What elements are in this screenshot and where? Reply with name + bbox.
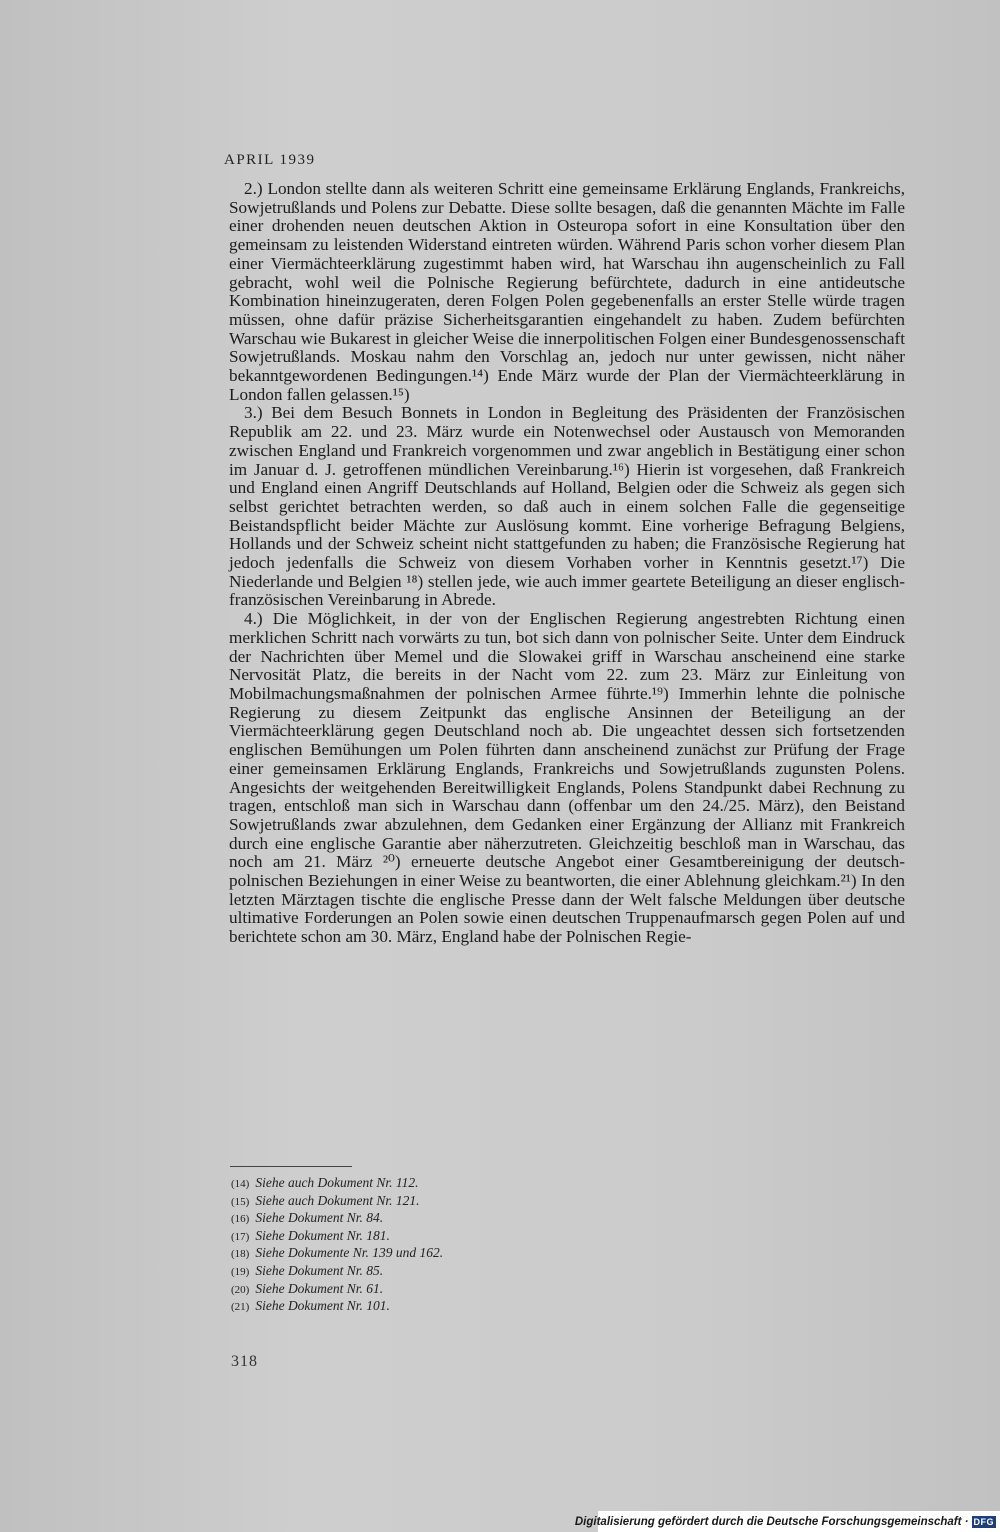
footnotes-list [231, 1175, 443, 1316]
footnote-number: (14) [231, 1178, 250, 1190]
footnote-number: (15) [231, 1195, 250, 1208]
footnote-number: (16) [231, 1213, 250, 1226]
paragraph: 2.) London stellte dann als weiteren Schritt eine gemeinsame Erklärung Englands, Frankreichs, Sowjetrußlands und Polens zur Debatte. Diese sollte besagen, daß die genannten Mächte im Falle einer drohenden neuen deutschen Aktion in Osteuropa sofort in eine Konsultation über den gemeinsam zu leistenden Widerstand eintreten würden. Während Paris schon vorher diesem Plan einer Viermächteerklärung zugestimmt haben wird, hat Warschau ihn augenscheinlich zu Fall gebracht, wohl weil die Polnische Regierung befürchtete, dadurch in eine antideutsche Kombination hineinzugeraten, deren Folgen Polen gegebenenfalls an erster Stelle würde tragen müssen, ohne dafür präzise Sicherheitsgarantien eingehandelt zu haben. Zudem befürchten Warschau wie Bukarest in gleicher Weise die innerpolitischen Folgen einer Bundesgenossenschaft Sowjetrußlands. Moskau nahm den Vorschlag an, jedoch nur unter gewissen, nicht näher bekanntgewordenen Bedingungen.¹⁴) Ende März wurde der Plan der Viermächteerklärung in London fallen gelassen.¹⁵) [229, 179, 905, 404]
footnote [231, 1228, 443, 1246]
running-head: APRIL 1939 [224, 152, 316, 168]
footnote-text: Siehe Dokument Nr. 85. [255, 1262, 384, 1278]
footnote-number: (19) [231, 1265, 250, 1278]
footnote [231, 1298, 443, 1316]
footnote [231, 1175, 443, 1193]
paragraph: 3.) Bei dem Besuch Bonnets in London in Begleitung des Präsidenten der Französischen Republik am 22. und 23. März wurde ein Notenwechsel oder Austausch von Memoranden zwischen England und Frankreich vorgenommen und zwar angeblich in Bestätigung einer schon im Januar d. J. getroffenen mündlichen Vereinbarung.¹⁶) Hierin ist vorgesehen, daß Frankreich und England einen Angriff Deutschlands auf Holland, Belgien oder die Schweiz als gegen sich selbst gerichtet betrachten werden, so daß auch in einem solchen Falle die gegenseitige Beistandspflicht beider Mächte zur Auslösung kommt. Eine vorherige Befragung Belgiens, Hollands und der Schweiz scheint nicht stattgefunden zu haben; die Französische Regierung hat jedoch jedenfalls die Schweiz von diesem Vorhaben vorher in Kenntnis gesetzt.¹⁷) Die Niederlande und Belgien ¹⁸) stellen jede, wie auch immer geartete Beteiligung an dieser englisch-französischen Vereinbarung in Abrede. [229, 403, 905, 610]
footnote-text: Siehe auch Dokument Nr. 112. [255, 1175, 419, 1190]
footnote-text: Siehe auch Dokument Nr. 121. [255, 1192, 420, 1208]
footnote-text: Siehe Dokument Nr. 181. [255, 1227, 390, 1243]
footnote [231, 1281, 443, 1299]
dfg-logo-icon: DFG [973, 1516, 994, 1527]
body-text [229, 180, 905, 947]
footnote [231, 1210, 443, 1228]
footnote-number: (18) [231, 1248, 250, 1261]
footnote-number: (21) [231, 1301, 250, 1314]
footnote-text: Siehe Dokumente Nr. 139 und 162. [255, 1245, 444, 1261]
digitization-credit-bar [574, 1511, 1000, 1532]
footnote-text: Siehe Dokument Nr. 84. [255, 1210, 384, 1226]
credit-text: Digitalisierung gefördert durch die Deutsche Forschungsgemeinschaft · [574, 1515, 969, 1528]
page-number: 318 [231, 1353, 258, 1370]
paragraph: 4.) Die Möglichkeit, in der von der Englischen Regierung angestrebten Richtung einen merklichen Schritt nach vorwärts zu tun, bot sich dann von polnischer Seite. Unter dem Eindruck der Nachrichten über Memel und die Slowakei griff in Warschau anscheinend eine starke Nervosität Platz, die bereits in der Nacht vom 22. zum 23. März zur Einleitung von Mobilmachungsmaßnahmen der polnischen Armee führte.¹⁹) Immerhin lehnte die polnische Regierung zu diesem Zeitpunkt das englische Ansinnen der Beteiligung an der Viermächteerklärung gegen Deutschland noch ab. Die ungeachtet dessen sich fortsetzenden englischen Bemühungen um Polen führten dann anscheinend zunächst zur Prüfung der Frage einer gemeinsamen Erklärung Englands, Frankreichs und Sowjetrußlands zugunsten Polens. Angesichts der weitgehenden Bereitwilligkeit Englands, Polens Standpunkt dabei Rechnung zu tragen, entschloß man sich in Warschau dann (offenbar um den 24./25. März), den Beistand Sowjetrußlands zwar abzulehnen, dem Gedanken einer Ergänzung der Allianz mit Frankreich durch eine englische Garantie aber näherzutreten. Gleichzeitig beschloß man in Warschau, das noch am 21. März ²⁰) erneuerte deutsche Angebot einer Gesamtbereinigung der deutsch-polnischen Beziehungen in einer Weise zu beantworten, die einer Ablehnung gleichkam.²¹) In den letzten Märztagen tischte die englische Presse dann der Welt falsche Meldungen über deutsche ultimative Forderungen an Polen sowie einen deutschen Truppenaufmarsch gegen Polen auf und berichtete schon am 30. März, England habe der Polnischen Regie- [229, 609, 905, 947]
footnote-number: (20) [231, 1283, 250, 1296]
footnote-text: Siehe Dokument Nr. 101. [255, 1298, 390, 1314]
footnote [231, 1263, 443, 1281]
footnote-text: Siehe Dokument Nr. 61. [255, 1280, 384, 1296]
footnote-number: (17) [231, 1230, 250, 1243]
footnote [231, 1193, 443, 1211]
footnote [231, 1245, 443, 1263]
footnote-divider [230, 1166, 352, 1167]
